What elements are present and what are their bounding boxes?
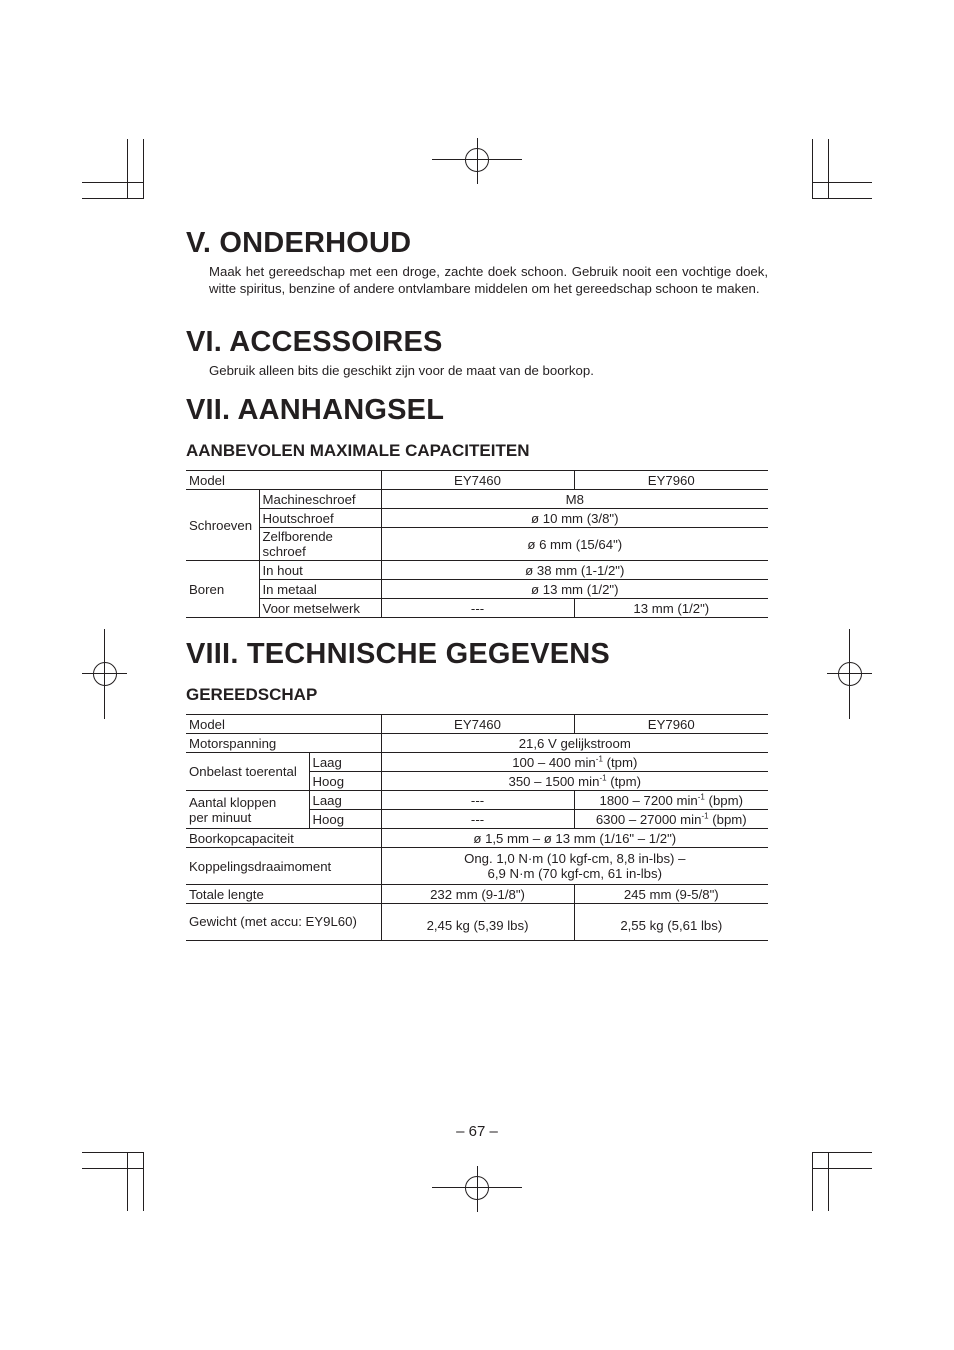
table-row: [186, 791, 768, 810]
section-title-onderhoud: V. ONDERHOUD: [186, 227, 412, 259]
tool-subtitle: GEREEDSCHAP: [186, 685, 318, 704]
table-row: [186, 904, 768, 941]
kloppen-label-line1: Aantal kloppen: [189, 794, 277, 810]
motorspanning-label: Motorspanning: [186, 734, 381, 753]
table-row: [186, 734, 768, 753]
tool-table: [186, 714, 768, 941]
table-row: [186, 753, 768, 772]
section-title-accessoires: VI. ACCESSOIRES: [186, 326, 443, 358]
model-ey7460: EY7460: [381, 471, 574, 490]
kloppen-hoog-ey7460: ---: [381, 810, 574, 829]
table-row: [186, 599, 768, 618]
table-row: [186, 848, 768, 885]
motorspanning-value: 21,6 V gelijkstroom: [381, 734, 768, 753]
in-hout-label: In hout: [259, 561, 381, 580]
accessoires-text: Gebruik alleen bits die geschikt zijn voor de maat van de boorkop.: [209, 363, 594, 378]
model-ey7960: EY7960: [574, 715, 768, 734]
model-ey7460: EY7460: [381, 715, 574, 734]
houtschroef-label: Houtschroef: [259, 509, 381, 528]
table-row: [186, 561, 768, 580]
machineschroef-label: Machineschroef: [259, 490, 381, 509]
in-metaal-value: ø 13 mm (1/2"): [381, 580, 768, 599]
metselwerk-ey7460: ---: [381, 599, 574, 618]
table-row: [186, 528, 768, 561]
capacity-subtitle: AANBEVOLEN MAXIMALE CAPACITEITEN: [186, 441, 530, 460]
capacity-table: [186, 470, 768, 618]
metselwerk-ey7960: 13 mm (1/2"): [574, 599, 768, 618]
in-hout-value: ø 38 mm (1-1/2"): [381, 561, 768, 580]
kloppen-label: [186, 791, 309, 829]
kloppen-laag-label: Laag: [309, 791, 381, 810]
kloppen-hoog-ey7960: 6300 – 27000 $\min^{-1} (bpm)$: [574, 810, 768, 829]
onderhoud-text: Maak het gereedschap met een droge, zachte doek schoon. Gebruik nooit een vochtige doek, witte spiritus, benzine of andere ontvlambare middelen om het gereedschap schoon te maken.: [209, 264, 768, 296]
table-row: [186, 885, 768, 904]
onbelast-hoog-label: Hoog: [309, 772, 381, 791]
gewicht-ey7460: 2,45 kg (5,39 lbs): [381, 904, 574, 941]
table-row: [186, 490, 768, 509]
table-row: [186, 715, 768, 734]
gewicht-label: Gewicht (met accu: EY9L60): [186, 904, 381, 941]
koppeling-label: Koppelingsdraaimoment: [186, 848, 381, 885]
zelfborende-label: [259, 528, 381, 561]
koppeling-value: [381, 848, 768, 885]
table-row: [186, 580, 768, 599]
model-ey7960: EY7960: [574, 471, 768, 490]
machineschroef-value: M8: [381, 490, 768, 509]
table-row: [186, 471, 768, 490]
table-row: [186, 509, 768, 528]
lengte-ey7960: 245 mm (9-5/8"): [574, 885, 768, 904]
model-label: Model: [186, 715, 381, 734]
gewicht-ey7960: 2,55 kg (5,61 lbs): [574, 904, 768, 941]
koppeling-value-line2: 6,9 N·m (70 kgf-cm, 61 in-lbs): [487, 866, 662, 881]
onbelast-label: Onbelast toerental: [186, 753, 309, 791]
boorkop-label: Boorkopcapaciteit: [186, 829, 381, 848]
boren-label: Boren: [186, 561, 259, 618]
zelfborende-value: ø 6 mm (15/64"): [381, 528, 768, 561]
lengte-ey7460: 232 mm (9-1/8"): [381, 885, 574, 904]
onbelast-laag-value: 100 – 400 $\min^{-1} (tpm)$: [381, 753, 768, 772]
kloppen-laag-ey7960: 1800 – 7200 $\min^{-1} (bpm)$: [574, 791, 768, 810]
table-row: [186, 829, 768, 848]
onbelast-laag-label: Laag: [309, 753, 381, 772]
model-label: Model: [186, 471, 381, 490]
section-title-technische: VIII. TECHNISCHE GEGEVENS: [186, 638, 610, 670]
boorkop-value: ø 1,5 mm – ø 13 mm (1/16" – 1/2"): [381, 829, 768, 848]
kloppen-hoog-label: Hoog: [309, 810, 381, 829]
kloppen-label-line2: per minuut: [189, 809, 252, 825]
schroeven-label: Schroeven: [186, 490, 259, 561]
lengte-label: Totale lengte: [186, 885, 381, 904]
kloppen-laag-ey7460: ---: [381, 791, 574, 810]
koppeling-value-line1: Ong. 1,0 N·m (10 kgf-cm, 8,8 in-lbs) –: [464, 851, 686, 866]
metselwerk-label: Voor metselwerk: [259, 599, 381, 618]
page-number: – 67 –: [456, 1123, 498, 1140]
section-title-aanhangsel: VII. AANHANGSEL: [186, 394, 445, 426]
in-metaal-label: In metaal: [259, 580, 381, 599]
zelfborende-label-line1: Zelfborende: [262, 529, 333, 544]
houtschroef-value: ø 10 mm (3/8"): [381, 509, 768, 528]
zelfborende-label-line2: schroef: [262, 544, 306, 559]
onbelast-hoog-value: 350 – 1500 $\min^{-1} (tpm)$: [381, 772, 768, 791]
